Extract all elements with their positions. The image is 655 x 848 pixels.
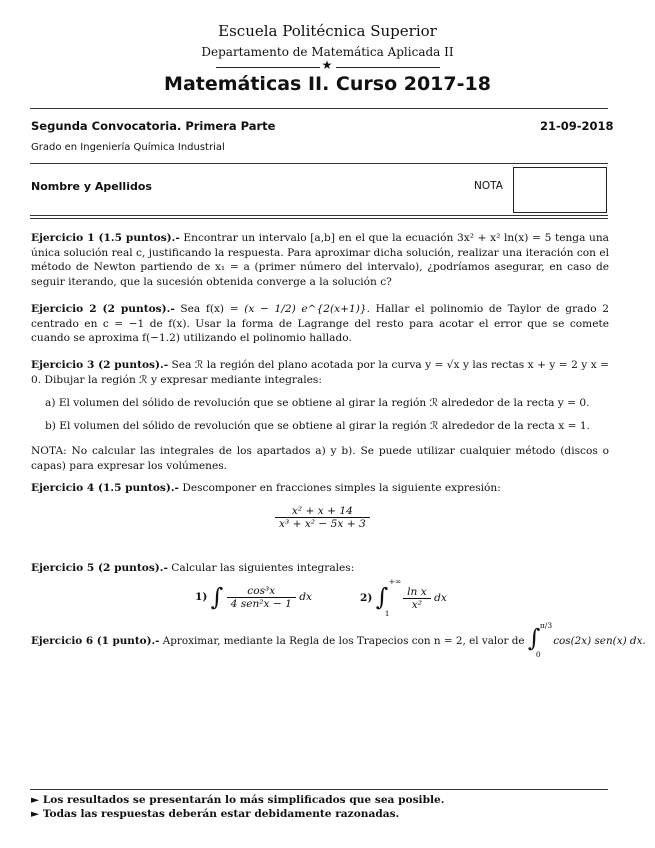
grade-label: NOTA [474, 180, 503, 192]
divider [30, 108, 608, 109]
exercise-4 [31, 481, 609, 496]
exercise-5 [31, 561, 609, 576]
exercise-2-title: Ejercicio 2 (2 puntos).- [31, 303, 175, 315]
exercise-3-item-b: b) El volumen del sólido de revolución que se obtiene al girar la región ℛ alrededor de la recta x = 1. [45, 420, 590, 432]
integral-2-upper: +∞ [388, 577, 402, 586]
integral-2-lower: 1 [384, 609, 390, 618]
integral-2 [360, 577, 447, 618]
exercise-6-text: Aproximar, mediante la Regla de los Trapecios con n = 2, el valor de [162, 635, 525, 647]
divider [30, 218, 608, 219]
exercise-3-item-a: a) El volumen del sólido de revolución que se obtiene al girar la región ℛ alrededor de la recta y = 0. [45, 397, 590, 409]
integral-2-denominator: x² [411, 598, 423, 611]
exercise-1-title: Ejercicio 1 (1.5 puntos).- [31, 232, 180, 244]
name-label: Nombre y Apellidos [31, 180, 152, 193]
exercise-3-note: NOTA: No calcular las integrales de los apartados a) y b). Se puede utilizar cualquier método (discos o capas) para expresar los volúmenes. [31, 445, 609, 472]
integral-1-label: 1) [195, 591, 208, 603]
integral-sign-icon: ∫ [210, 583, 224, 611]
fraction-numerator: x² + x + 14 [275, 505, 370, 518]
exercise-3-title: Ejercicio 3 (2 puntos).- [31, 359, 169, 371]
exercise-1-text: Encontrar un intervalo [a,b] en el que la ecuación 3x² + x² ln(x) = 5 tenga una única solución real c, justificando la respuesta. Para aproximar dicha solución, realizar una iteración con el método de Newton partiendo de x₁ = a (primer número del intervalo), ¿podríamos asegurar, en caso de seguir iterando, que la sucesión obtenida converge a la solución c? [31, 232, 609, 288]
exercise-5-text: Calcular las siguientes integrales: [171, 562, 355, 574]
exercise-3-text: Sea ℛ la región del plano acotada por la curva y = √x y las rectas x + y = 2 y x = 0. Dibujar la región ℛ y expresar mediante integrales: [31, 359, 609, 386]
exercise-6-lower: 0 [535, 650, 541, 659]
integral-sign-icon: ∫ [527, 624, 541, 652]
integral-sign-icon: ∫ [375, 583, 389, 611]
title-ornament [0, 60, 655, 74]
integral-2-dx: dx [434, 592, 447, 604]
exercise-6-upper: π/3 [539, 621, 553, 630]
exercise-6-integrand: cos(2x) sen(x) dx. [553, 635, 646, 647]
exercise-4-title: Ejercicio 4 (1.5 puntos).- [31, 482, 179, 494]
integral-2-label: 2) [360, 592, 373, 604]
exam-date: 21-09-2018 [540, 119, 614, 133]
ornament-line-right [336, 67, 440, 68]
course-title: Matemáticas II. Curso 2017-18 [164, 73, 491, 95]
integral-1-numerator: cos³x [227, 585, 296, 598]
department-name: Departamento de Matemática Aplicada II [201, 45, 454, 59]
ornament-line-left [216, 67, 320, 68]
exercise-2 [31, 302, 609, 346]
divider [30, 215, 608, 216]
divider [30, 163, 608, 164]
exercise-2-formula: (x − 1/2) e^{2(x+1)} [244, 303, 367, 315]
exercise-4-fraction [275, 505, 370, 530]
degree-name: Grado en Ingeniería Química Industrial [31, 142, 225, 153]
integral-1-dx: dx [299, 591, 313, 603]
exercise-3 [31, 358, 609, 387]
exercise-5-title: Ejercicio 5 (2 puntos).- [31, 562, 168, 574]
exam-session: Segunda Convocatoria. Primera Parte [31, 119, 276, 133]
footer-note-2: ► Todas las respuestas deberán estar debidamente razonadas. [31, 808, 400, 820]
exercise-2-text-a: Sea f(x) = [180, 303, 239, 315]
exercise-4-text: Descomponer en fracciones simples la siguiente expresión: [182, 482, 501, 494]
star-icon: ★ [321, 58, 333, 72]
grade-box[interactable] [513, 167, 607, 213]
exercise-1 [31, 231, 609, 289]
footer-divider [30, 789, 608, 790]
footer-note-1: ► Los resultados se presentarán lo más simplificados que sea posible. [31, 794, 445, 806]
exercise-2-text-b: . Hallar el polinomio de Taylor de grado 2 centrado en c = −1 de f(x). Usar la forma de Lagrange del resto para acotar el error que se comete cuando se aproxima f(−1.2) utilizando el polinomio hallado. [31, 303, 609, 344]
exercise-6 [31, 621, 646, 659]
integral-1 [195, 583, 312, 611]
exercise-6-title: Ejercicio 6 (1 punto).- [31, 635, 160, 647]
integral-1-denominator: 4 sen²x − 1 [230, 597, 292, 610]
fraction-denominator: x³ + x² − 5x + 3 [279, 518, 366, 530]
integral-2-numerator: ln x [403, 586, 431, 599]
school-name: Escuela Politécnica Superior [218, 22, 437, 40]
